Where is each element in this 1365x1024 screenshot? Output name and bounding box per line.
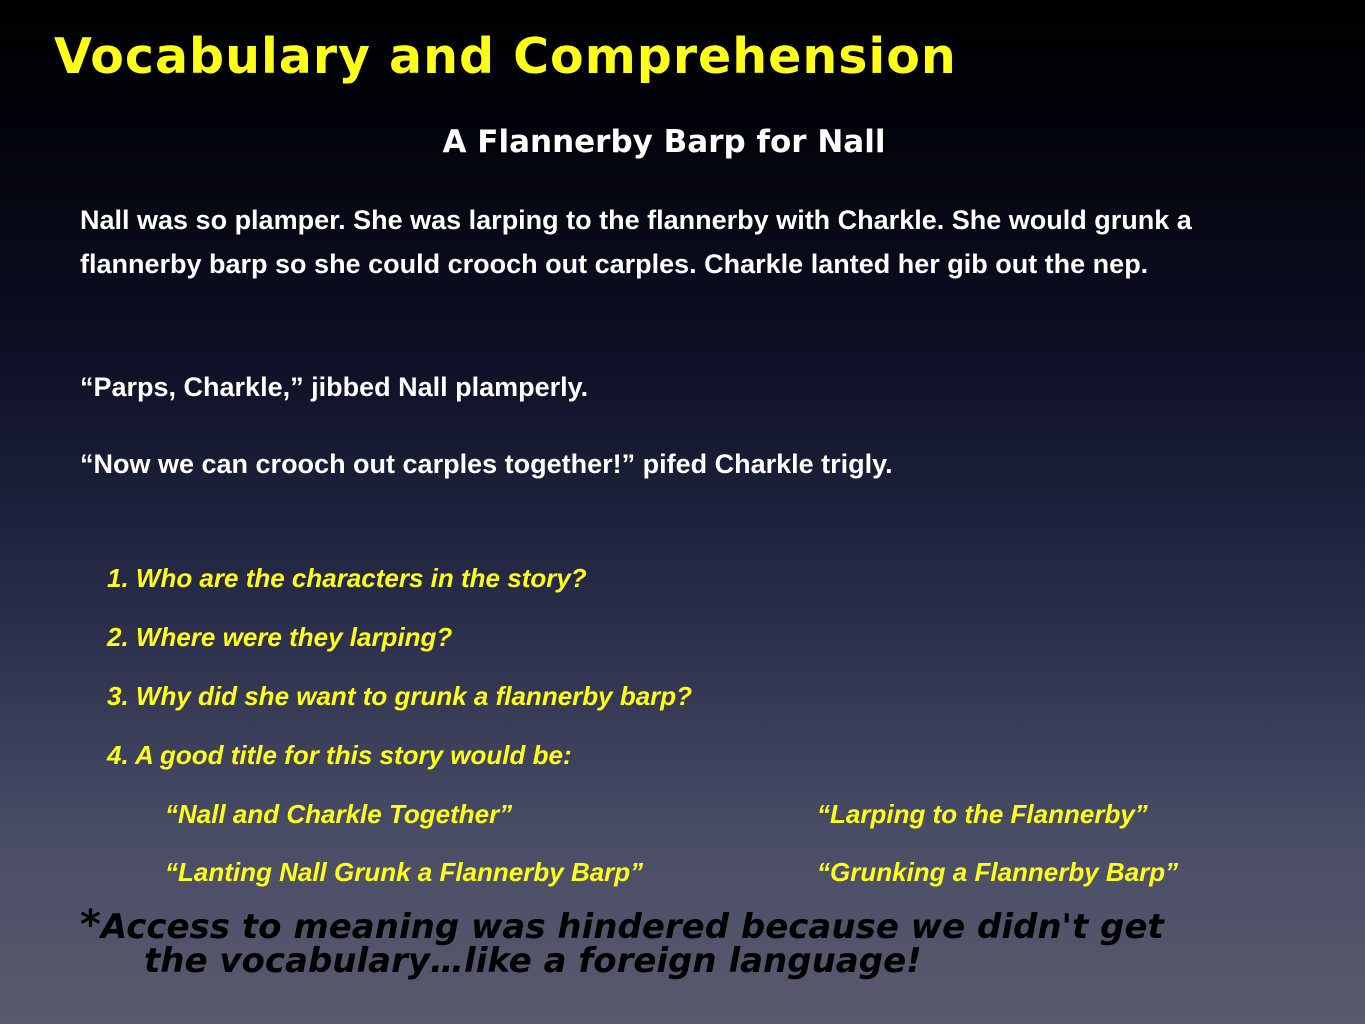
question-1: 1. Who are the characters in the story? [107,563,587,593]
slide-title: Vocabulary and Comprehension [54,28,957,85]
story-paragraph-2: “Parps, Charkle,” jibbed Nall plamperly. [80,372,589,402]
vocabulary-note [80,902,1320,981]
note-line-1: Access to meaning was hindered because we didn't get [100,907,1164,947]
question-2: 2. Where were they larping? [107,622,453,652]
title-option-3: “Lanting Nall Grunk a Flannerby Barp” [165,857,644,887]
question-3: 3. Why did she want to grunk a flannerby barp? [107,681,693,711]
title-option-1: “Nall and Charkle Together” [165,799,513,829]
title-option-2: “Larping to the Flannerby” [817,799,1148,829]
title-option-4: “Grunking a Flannerby Barp” [817,857,1179,887]
story-paragraph-3: “Now we can crooch out carples together!” pifed Charkle trigly. [80,449,893,479]
story-paragraph-1: Nall was so plamper. She was larping to the flannerby with Charkle. She would grunk a flannerby barp so she could crooch out carples. Charkle lanted her gib out the nep. [80,205,1192,279]
asterisk-marker: * [80,902,101,948]
story-title: A Flannerby Barp for Nall [442,124,886,160]
note-line-2: the vocabulary…like a foreign language! [144,941,922,981]
question-4: 4. A good title for this story would be: [107,740,572,770]
